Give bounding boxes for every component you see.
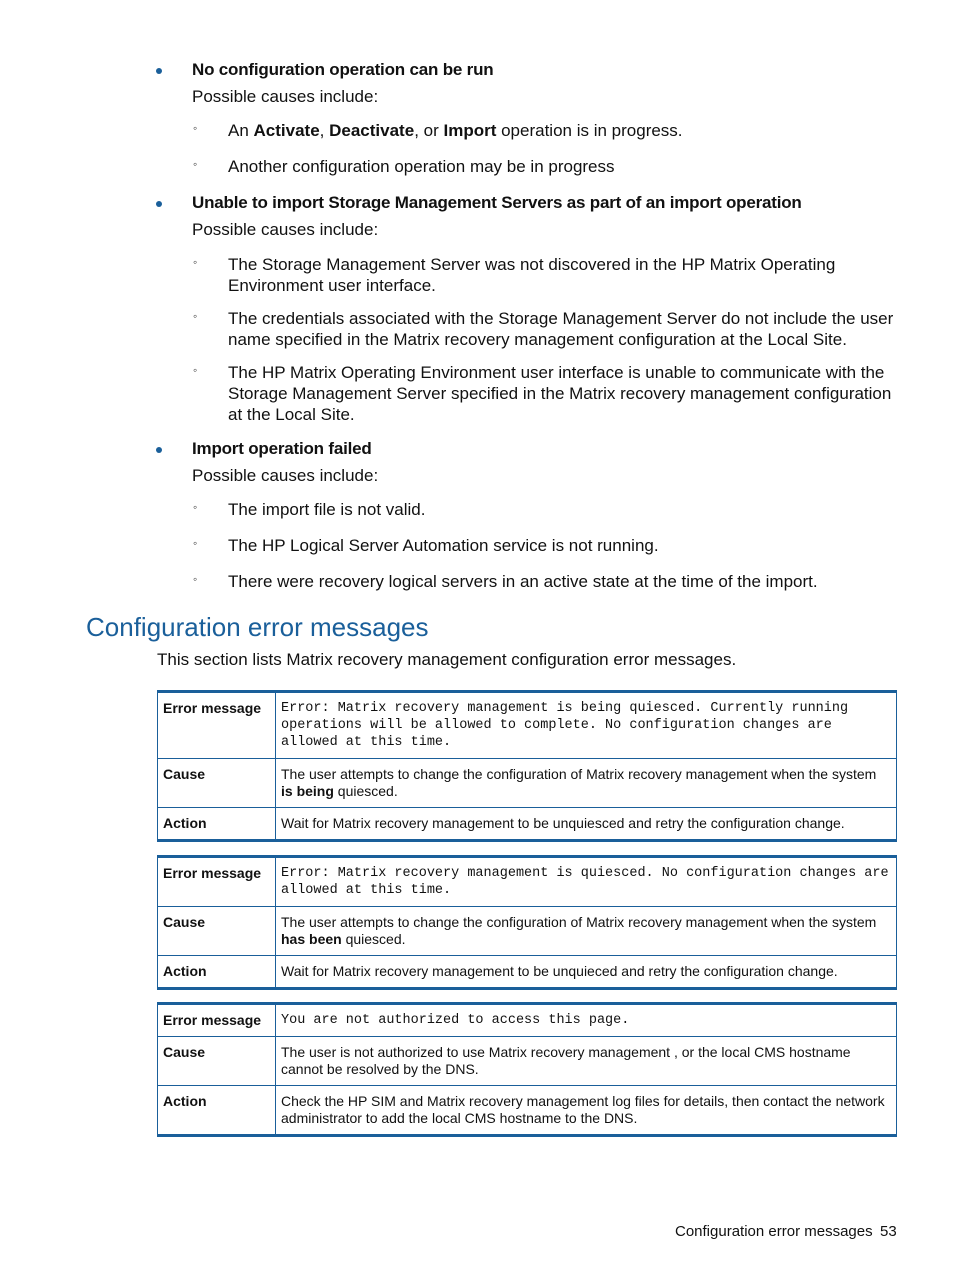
action-text: Wait for Matrix recovery management to be unquieced and retry the configuration change. xyxy=(276,956,897,989)
sub-bullet-icon: ◦ xyxy=(193,536,198,550)
cause-item: Another configuration operation may be in progress xyxy=(228,157,615,176)
issue-intro: Possible causes include: xyxy=(192,87,379,106)
table-row xyxy=(158,1086,897,1136)
bold-term: Deactivate xyxy=(329,121,415,140)
error-message-text: Error: Matrix recovery management is being quiesced. Currently running operations will be allowed to complete. No configuration changes are allowed at this time. xyxy=(276,692,897,759)
table-row xyxy=(158,907,897,956)
bold-term: is being xyxy=(281,783,334,799)
table-row xyxy=(158,1037,897,1086)
cause-item: The import file is not valid. xyxy=(228,500,426,519)
footer-section-title: Configuration error messages xyxy=(675,1223,873,1240)
action-label: Action xyxy=(158,1086,276,1136)
bullet-icon xyxy=(156,447,162,453)
action-label: Action xyxy=(158,808,276,841)
cause-item: An Activate, Deactivate, or Import operation is in progress. xyxy=(228,121,683,140)
sub-bullet-icon: ◦ xyxy=(193,363,198,377)
bold-term: Import xyxy=(443,121,497,140)
cause-item: There were recovery logical servers in an active state at the time of the import. xyxy=(228,572,818,591)
cause-item: The HP Matrix Operating Environment user interface is unable to communicate with the Storage Management Server specified in the Matrix recovery management configuration at the Local Site. xyxy=(228,363,892,424)
bold-term: has been xyxy=(281,931,342,947)
error-message-label: Error message xyxy=(158,1004,276,1037)
table-row xyxy=(158,759,897,808)
cause-label: Cause xyxy=(158,1037,276,1086)
issue-intro: Possible causes include: xyxy=(192,220,379,239)
bullet-icon xyxy=(156,68,162,74)
sub-bullet-icon: ◦ xyxy=(193,572,198,586)
table-row xyxy=(158,808,897,841)
error-message-label: Error message xyxy=(158,857,276,907)
issue-title: Unable to import Storage Management Servers as part of an import operation xyxy=(192,193,802,212)
cause-label: Cause xyxy=(158,759,276,808)
error-message-text: Error: Matrix recovery management is quiesced. No configuration changes are allowed at this time. xyxy=(276,857,897,907)
cause-text: The user is not authorized to use Matrix recovery management , or the local CMS hostname cannot be resolved by the DNS. xyxy=(276,1037,897,1086)
cause-item: The Storage Management Server was not discovered in the HP Matrix Operating Environment user interface. xyxy=(228,255,836,295)
cause-item: The HP Logical Server Automation service is not running. xyxy=(228,536,659,555)
issue-title: Import operation failed xyxy=(192,439,372,458)
error-table xyxy=(157,855,897,990)
table-row xyxy=(158,692,897,759)
sub-bullet-icon: ◦ xyxy=(193,500,198,514)
cause-item: The credentials associated with the Storage Management Server do not include the user name specified in the Matrix recovery management configuration at the Local Site. xyxy=(228,309,894,349)
issue-title: No configuration operation can be run xyxy=(192,60,494,79)
error-table xyxy=(157,690,897,842)
sub-bullet-icon: ◦ xyxy=(193,255,198,269)
cause-text: The user attempts to change the configuration of Matrix recovery management when the system has been quiesced. xyxy=(276,907,897,956)
section-heading: Configuration error messages xyxy=(86,612,429,642)
action-text: Wait for Matrix recovery management to be unquiesced and retry the configuration change. xyxy=(276,808,897,841)
page-number: 53 xyxy=(880,1223,897,1240)
table-row xyxy=(158,956,897,989)
cause-label: Cause xyxy=(158,907,276,956)
table-row xyxy=(158,1004,897,1037)
action-text: Check the HP SIM and Matrix recovery management log files for details, then contact the network administrator to add the local CMS hostname to the DNS. xyxy=(276,1086,897,1136)
error-message-label: Error message xyxy=(158,692,276,759)
sub-bullet-icon: ◦ xyxy=(193,121,198,135)
section-lead: This section lists Matrix recovery management configuration error messages. xyxy=(157,650,737,669)
bullet-icon xyxy=(156,201,162,207)
error-table xyxy=(157,1002,897,1137)
table-row xyxy=(158,857,897,907)
sub-bullet-icon: ◦ xyxy=(193,157,198,171)
action-label: Action xyxy=(158,956,276,989)
error-message-text: You are not authorized to access this page. xyxy=(276,1004,897,1037)
issue-intro: Possible causes include: xyxy=(192,466,379,485)
bold-term: Activate xyxy=(253,121,320,140)
cause-text: The user attempts to change the configuration of Matrix recovery management when the system is being quiesced. xyxy=(276,759,897,808)
sub-bullet-icon: ◦ xyxy=(193,309,198,323)
